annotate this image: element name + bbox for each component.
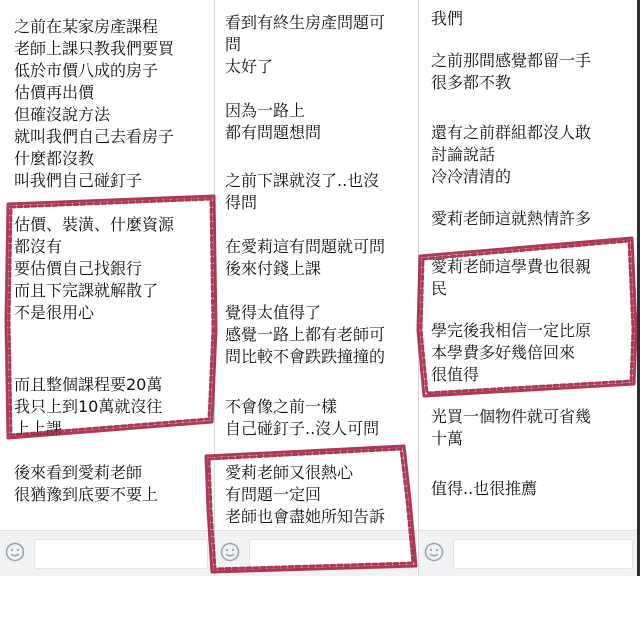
message-input[interactable] <box>249 539 413 569</box>
chat-message: 覺得太值得了 感覺一路上都有老師可 問比較不會跌跌撞撞的 <box>225 303 386 366</box>
chat-message: 愛莉老師又很熱心 有問題一定回 老師也會盡她所知告訴 <box>225 463 386 526</box>
chat-message: 看到有終生房產問題可 問 太好了 <box>225 13 386 76</box>
chat-message: 我們 <box>431 9 464 28</box>
message-input[interactable] <box>453 539 633 569</box>
chat-column-1 <box>0 0 212 576</box>
chat-message: 之前在某家房產課程 老師上課只教我們要買 低於市價八成的房子 估價再出價 但確沒說方法 就叫我們自己去看房子 什麼都沒教 叫我們自己碰釘子 <box>14 17 175 190</box>
message-input-bar <box>419 530 637 576</box>
chat-column-2 <box>214 0 417 576</box>
message-input-bar <box>215 530 417 576</box>
chat-message: 還有之前群組都沒人敢 討論說話 冷冷清清的 <box>431 123 592 186</box>
chat-message: 之前下課就沒了..也沒 得問 <box>225 171 380 212</box>
chat-message: 之前那間感覺都留一手 很多都不教 <box>431 51 592 92</box>
chat-message: 後來看到愛莉老師 很猶豫到底要不要上 <box>14 463 159 504</box>
chat-message: 估價、裝潢、什麼資源 都沒有 要估價自己找銀行 而且下完課就解散了 不是很用心 <box>14 215 175 322</box>
chat-message: 而且整個課程要20萬 我只上到10萬就沒往 上上課 <box>14 375 163 438</box>
chat-column-3 <box>418 0 640 576</box>
emoji-icon[interactable] <box>424 542 444 562</box>
message-input[interactable] <box>34 539 208 569</box>
chat-message: 在愛莉這有問題就可問 後來付錢上課 <box>225 237 386 278</box>
emoji-icon[interactable] <box>220 542 240 562</box>
chat-message: 因為一路上 都有問題想問 <box>225 101 322 142</box>
chat-message: 愛莉老師這學費也很親 民 <box>431 257 592 298</box>
chat-message: 學完後我相信一定比原 本學費多好幾倍回來 很值得 <box>431 321 592 384</box>
chat-message: 不會像之前一樣 自己碰釘子..沒人可問 <box>225 397 380 438</box>
chat-message: 光買一個物件就可省幾 十萬 <box>431 407 592 448</box>
chat-message: 值得..也很推薦 <box>431 479 538 498</box>
chat-message: 愛莉老師這就熱情許多 <box>431 209 592 228</box>
emoji-icon[interactable] <box>5 542 25 562</box>
message-input-bar <box>0 530 212 576</box>
